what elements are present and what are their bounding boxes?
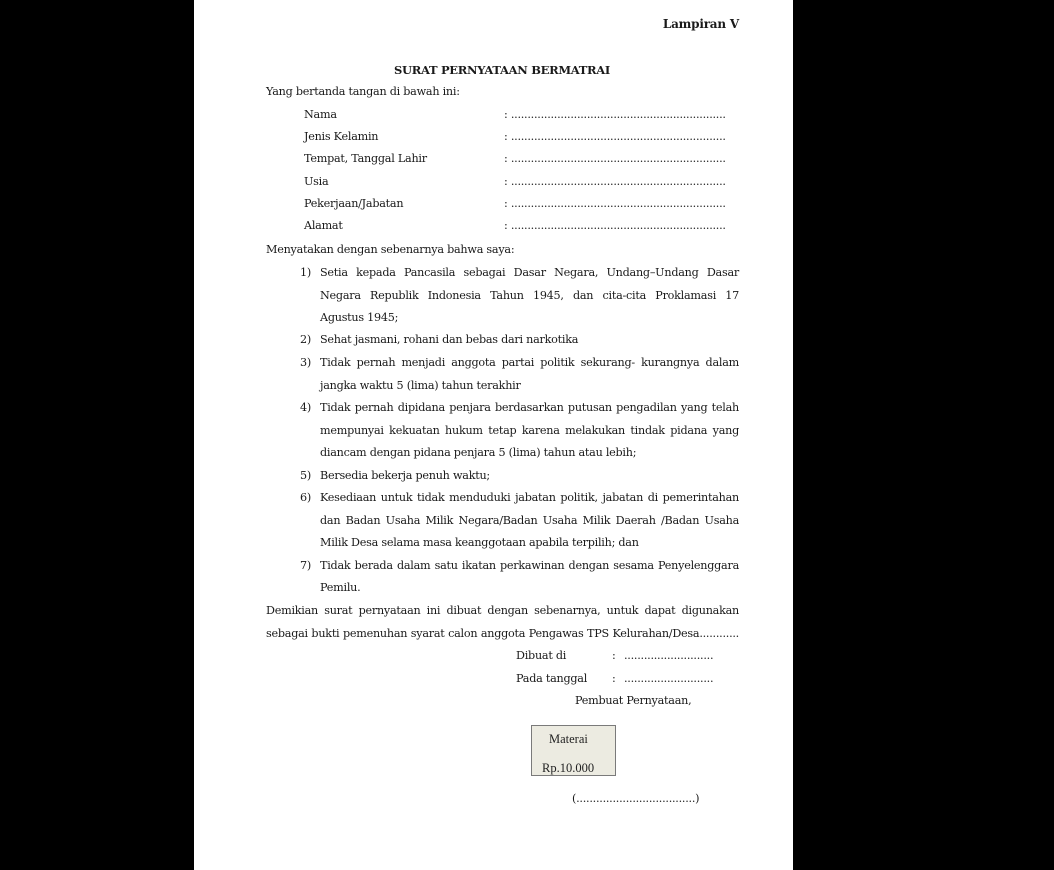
item-line: Kesediaan untuk tidak menduduki jabatan politik, jabatan di pemerintahan [320,491,739,504]
item-line: diancam dengan pidana penjara 5 (lima) tahun atau lebih; [320,446,637,459]
document-title: SURAT PERNYATAAN BERMATRAI [394,63,610,77]
item-line: Pemilu. [320,581,361,594]
field-label-usia: Usia [304,175,329,188]
attachment-label: Lampiran V [662,17,739,31]
closing-line: sebagai bukti pemenuhan syarat calon anggota Pengawas TPS Kelurahan/Desa............ [266,627,739,640]
item-line: jangka waktu 5 (lima) tahun terakhir [320,379,521,392]
item-line: Tidak pernah dipidana penjara berdasarkan putusan pengadilan yang telah [320,401,739,414]
item-number: 7) [300,559,311,572]
stamp-label: Materai [549,732,588,746]
item-line: Negara Republik Indonesia Tahun 1945, dan cita-cita Proklamasi 17 [320,289,739,302]
stamp-value: Rp.10.000 [542,761,595,775]
closing-line: Demikian surat pernyataan ini dibuat dengan sebenarnya, untuk dapat digunakan [266,604,739,617]
field-value-alamat: : ................................................................. [504,219,726,232]
field-label-pekerjaan: Pekerjaan/Jabatan [304,197,404,210]
intro-text: Yang bertanda tangan di bawah ini: [266,85,460,98]
stamp-box [531,725,616,776]
declaration-intro: Menyatakan dengan sebenarnya bahwa saya: [266,243,515,256]
item-number: 4) [300,401,311,414]
field-value-jenis-kelamin: : ................................................................. [504,130,726,143]
signer-label: Pembuat Pernyataan, [575,694,692,707]
item-line: Tidak pernah menjadi anggota partai politik sekurang- kurangnya dalam [320,356,739,369]
place-colon: : [612,649,616,662]
field-label-alamat: Alamat [304,219,343,232]
item-number: 1) [300,266,311,279]
item-line: Setia kepada Pancasila sebagai Dasar Negara, Undang–Undang Dasar [320,266,739,279]
place-label: Dibuat di [516,649,567,662]
document-page [194,0,793,870]
field-value-pekerjaan: : ................................................................. [504,197,726,210]
field-value-nama: : ................................................................. [504,108,726,121]
field-value-tempat-tanggal-lahir: : ................................................................. [504,152,726,165]
place-value: ........................... [624,649,714,662]
item-line: mempunyai kekuatan hukum tetap karena melakukan tindak pidana yang [320,424,739,437]
item-number: 2) [300,333,311,346]
item-line: Agustus 1945; [320,311,399,324]
field-label-tempat-tanggal-lahir: Tempat, Tanggal Lahir [304,152,427,165]
date-colon: : [612,672,616,685]
item-line: Sehat jasmani, rohani dan bebas dari narkotika [320,333,579,346]
field-value-usia: : ................................................................. [504,175,726,188]
item-line: Bersedia bekerja penuh waktu; [320,469,490,482]
item-line: dan Badan Usaha Milik Negara/Badan Usaha Milik Daerah /Badan Usaha [320,514,739,527]
item-line: Tidak berada dalam satu ikatan perkawinan dengan sesama Penyelenggara [320,559,739,572]
item-number: 3) [300,356,311,369]
field-label-jenis-kelamin: Jenis Kelamin [304,130,379,143]
item-line: Milik Desa selama masa keanggotaan apabila terpilih; dan [320,536,639,549]
item-number: 6) [300,491,311,504]
field-label-nama: Nama [304,108,337,121]
item-number: 5) [300,469,311,482]
date-value: ........................... [624,672,714,685]
date-label: Pada tanggal [516,672,588,685]
signature-name-line: (....................................) [572,792,700,805]
